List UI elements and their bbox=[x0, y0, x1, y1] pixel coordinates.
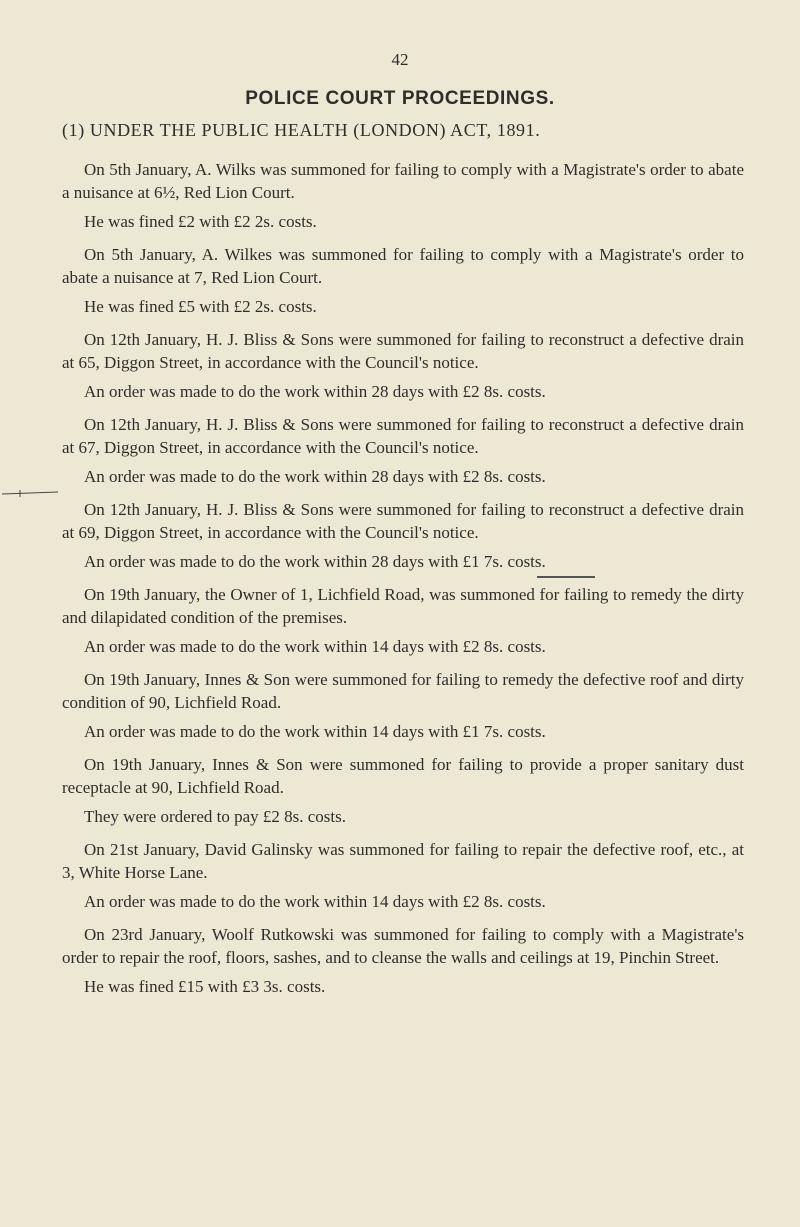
proceeding-entry bbox=[62, 328, 744, 403]
proceeding-entry bbox=[62, 668, 744, 743]
summons-text: On 5th January, A. Wilks was summoned for failing to comply with a Magistrate's order to abate a nuisance at 6½, Red Lion Court. bbox=[62, 160, 744, 202]
summons-text: On 12th January, H. J. Bliss & Sons were summoned for failing to reconstruct a defective drain at 65, Diggon Street, in accordance with the Council's notice. bbox=[62, 330, 744, 372]
proceeding-entry bbox=[62, 923, 744, 998]
proceeding-entry bbox=[62, 413, 744, 488]
proceeding-entry bbox=[62, 243, 744, 318]
outcome-text: They were ordered to pay £2 8s. costs. bbox=[84, 807, 347, 826]
outcome-text: An order was made to do the work within 28 days with £2 8s. costs. bbox=[84, 382, 546, 401]
outcome-text: He was fined £5 with £2 2s. costs. bbox=[84, 297, 317, 316]
summons-text: On 12th January, H. J. Bliss & Sons were summoned for failing to reconstruct a defective drain at 69, Diggon Street, in accordance with the Council's notice. bbox=[62, 500, 744, 542]
outcome-text: He was fined £15 with £3 3s. costs. bbox=[84, 977, 326, 996]
summons-text: On 23rd January, Woolf Rutkowski was summoned for failing to comply with a Magistrate's order to repair the roof, floors, sashes, and to cleanse the walls and ceilings at 19, Pinchin Street. bbox=[62, 925, 744, 967]
proceeding-entry bbox=[62, 583, 744, 658]
outcome-text: He was fined £2 with £2 2s. costs. bbox=[84, 212, 317, 231]
outcome-text: An order was made to do the work within 14 days with £1 7s. costs. bbox=[84, 722, 546, 741]
proceeding-entry bbox=[62, 158, 744, 233]
pencil-strike bbox=[537, 576, 595, 578]
margin-mark bbox=[0, 487, 60, 499]
summons-text: On 21st January, David Galinsky was summoned for failing to repair the defective roof, etc., at 3, White Horse Lane. bbox=[62, 840, 744, 882]
outcome-text: An order was made to do the work within 28 days with £2 8s. costs. bbox=[84, 467, 546, 486]
summons-text: On 12th January, H. J. Bliss & Sons were summoned for failing to reconstruct a defective drain at 67, Diggon Street, in accordance with the Council's notice. bbox=[62, 415, 744, 457]
proceeding-entry bbox=[62, 498, 744, 573]
outcome-text: An order was made to do the work within 28 days with £1 7s. costs. bbox=[84, 552, 546, 571]
summons-text: On 19th January, the Owner of 1, Lichfield Road, was summoned for failing to remedy the dirty and dilapidated condition of the premises. bbox=[62, 585, 744, 627]
proceedings-list bbox=[62, 158, 744, 1008]
proceeding-entry bbox=[62, 838, 744, 913]
outcome-text: An order was made to do the work within 14 days with £2 8s. costs. bbox=[84, 892, 546, 911]
summons-text: On 19th January, Innes & Son were summoned for failing to provide a proper sanitary dust receptacle at 90, Lichfield Road. bbox=[62, 755, 744, 797]
outcome-text: An order was made to do the work within 14 days with £2 8s. costs. bbox=[84, 637, 546, 656]
page-number: 42 bbox=[391, 50, 409, 69]
summons-text: On 5th January, A. Wilkes was summoned for failing to comply with a Magistrate's order to abate a nuisance at 7, Red Lion Court. bbox=[62, 245, 744, 287]
proceeding-entry bbox=[62, 753, 744, 828]
section-heading: (1) UNDER THE PUBLIC HEALTH (LONDON) ACT, 1891. bbox=[62, 120, 541, 140]
page-title: POLICE COURT PROCEEDINGS. bbox=[245, 88, 555, 109]
summons-text: On 19th January, Innes & Son were summoned for failing to remedy the defective roof and dirty condition of 90, Lichfield Road. bbox=[62, 670, 744, 712]
